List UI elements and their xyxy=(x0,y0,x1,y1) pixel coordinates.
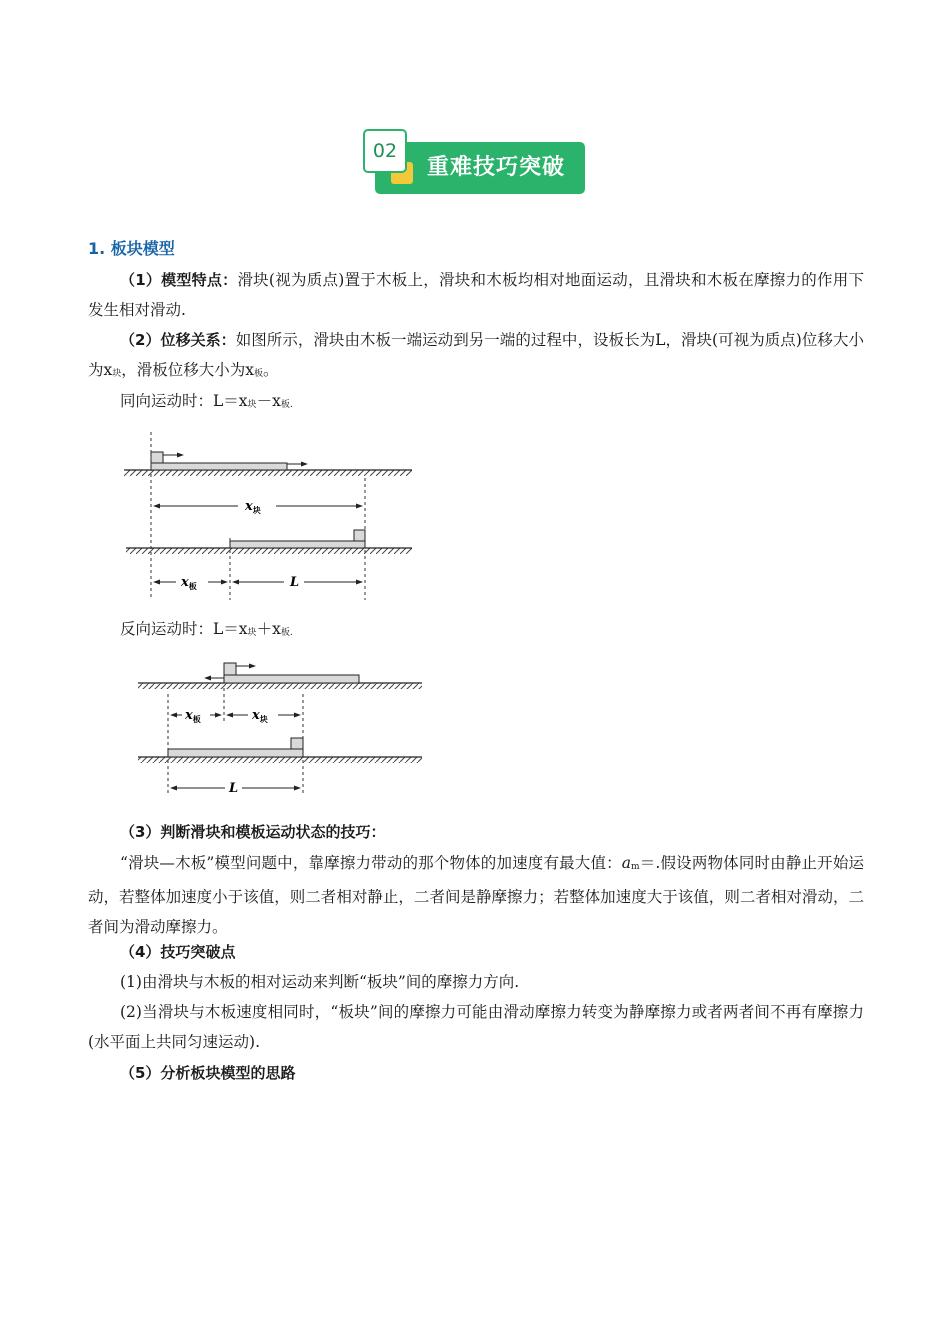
label-approach: （5）分析板块模型的思路 xyxy=(120,1064,296,1082)
arrow-block-right xyxy=(177,453,184,458)
label-x-block: $x_块$ xyxy=(252,708,268,724)
label-judge: （3）判断滑块和模板运动状态的技巧： xyxy=(120,823,386,841)
arrow-block-right xyxy=(249,664,256,669)
ground-top xyxy=(138,683,422,689)
paragraph-model-features xyxy=(88,265,864,325)
arrow-board-left xyxy=(204,676,211,681)
paragraph-displacement xyxy=(88,325,864,389)
ground-bottom xyxy=(126,548,412,554)
block-top xyxy=(224,663,236,675)
text-displacement-2: ，滑板位移大小为x xyxy=(121,361,255,379)
same-dir-sub2: 板 xyxy=(280,400,290,410)
label-L: L xyxy=(229,781,239,796)
banner-title: 重难技巧突破 xyxy=(427,155,566,180)
judge-text-1: “滑块—木板”模型问题中，靠摩擦力带动的那个物体的加速度有最大值： xyxy=(120,854,622,872)
label-L: L xyxy=(290,575,300,590)
opp-dir-end: . xyxy=(289,628,293,638)
label-x-block: $x_块$ xyxy=(245,499,261,515)
block-bottom xyxy=(291,738,303,749)
opp-dir-sub2: 板 xyxy=(280,628,290,638)
block-bottom xyxy=(354,530,365,541)
opp-dir-mid: ＋x xyxy=(256,620,281,638)
same-dir-end: . xyxy=(289,400,293,410)
opp-dir-text: 反向运动时：L＝x xyxy=(120,620,248,638)
text-displacement-end: 。 xyxy=(263,361,279,379)
judge-a: a xyxy=(621,854,632,872)
paragraph-tips-heading xyxy=(88,937,864,967)
text-displacement: 如图所示，滑块由木板一端运动到另一端的过程中，设板长为L，滑块(可视为质点)位移大小为x xyxy=(88,331,864,379)
judge-a-sub: m xyxy=(631,862,640,872)
label-x-board: $x_板$ xyxy=(185,708,201,724)
opp-dir-sub1: 块 xyxy=(247,628,257,638)
same-dir-mid: －x xyxy=(256,392,281,410)
board-top xyxy=(224,675,359,683)
figure-opposite-direction xyxy=(130,654,430,800)
arrow-board-right xyxy=(301,462,308,467)
ground-bottom xyxy=(138,757,422,763)
board-bottom xyxy=(168,749,303,757)
ground-top xyxy=(124,470,412,476)
block-top xyxy=(151,452,163,463)
label-model-features: （1）模型特点： xyxy=(120,271,238,289)
paragraph-judge-body xyxy=(88,848,864,942)
figure-same-direction xyxy=(118,428,418,606)
banner-number: 02 xyxy=(363,129,407,173)
board-bottom xyxy=(230,541,365,548)
judge-text-2: ＝.假设两物体同时由静止开始运动，若整体加速度小于该值，则二者相对静止，二者间是静摩擦力；若整体加速度大于该值，则二者相对滑动，二者间为滑动摩擦力。 xyxy=(88,854,864,936)
sub-board: 板 xyxy=(254,369,264,379)
paragraph-approach-heading xyxy=(88,1058,864,1088)
same-dir-text: 同向运动时：L＝x xyxy=(120,392,248,410)
paragraph-tip-1: (1)由滑块与木板的相对运动来判断“板块”间的摩擦力方向. xyxy=(120,973,520,991)
text-model-features: 滑块(视为质点)置于木板上，滑块和木板均相对地面运动，且滑块和木板在摩擦力的作用下发生相对滑动. xyxy=(88,271,864,319)
label-x-board: $x_板$ xyxy=(181,575,197,591)
same-dir-sub1: 块 xyxy=(247,400,257,410)
paragraph-tip-2: (2)当滑块与木板速度相同时，“板块”间的摩擦力可能由滑动摩擦力转变为静摩擦力或者两者间不再有摩擦力(水平面上共同匀速运动). xyxy=(88,1003,864,1051)
label-tips: （4）技巧突破点 xyxy=(120,943,236,961)
section-banner xyxy=(363,129,585,195)
label-displacement: （2）位移关系： xyxy=(120,331,236,349)
board-top xyxy=(151,463,287,470)
sub-block: 块 xyxy=(112,369,122,379)
formula-same-direction xyxy=(88,386,864,420)
section-heading: 1. 板块模型 xyxy=(88,239,175,258)
paragraph-judge-heading xyxy=(88,817,864,847)
formula-opposite-direction xyxy=(88,614,864,648)
